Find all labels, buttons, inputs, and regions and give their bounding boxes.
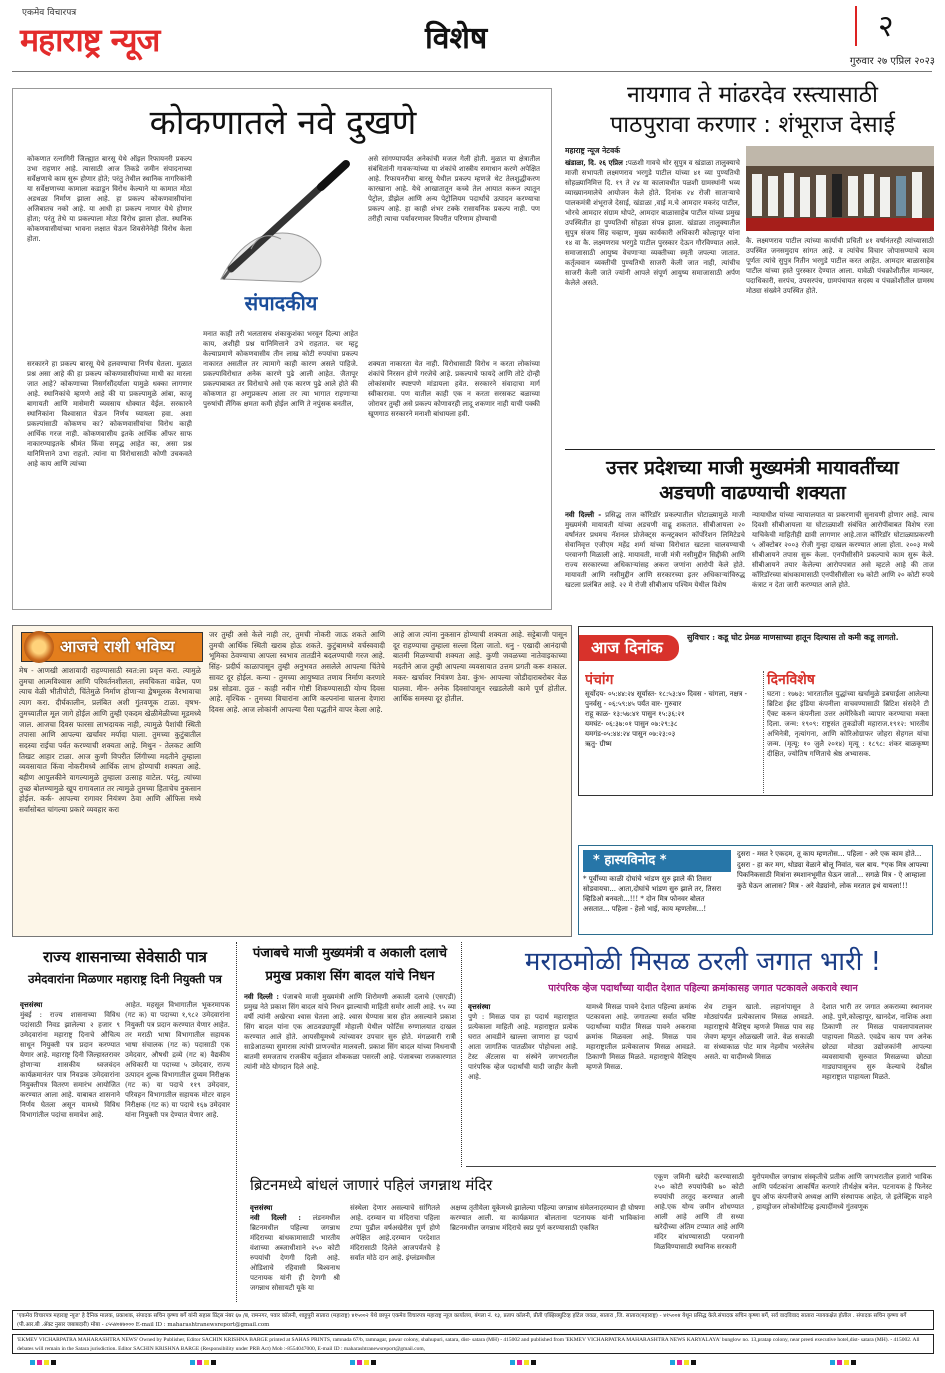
jagannath-column-5: युरोपमधील जगन्नाथ संस्कृतीचे प्रतीक आणि जगभरातील हजारो भाविक आणि पर्यटकांना आकर्षित करणारे तीर्थक्षेत्र बनेल. पटनायक हे फिनेस्ट ग्रुप ऑफ कंपनीजचे अध्यक्ष आणि संस्थापक आहेत, जे इलेक्ट्रिक वाहने , हायड्रोजन लोकोमोटिव्ह इत्यादींमध्ये गुंतवणूक bbox=[752, 1173, 932, 1211]
column-separator bbox=[461, 942, 462, 1167]
badal-headline-line-2: प्रमुख प्रकाश सिंग बादल यांचे निधन bbox=[265, 969, 435, 984]
appointment-headline-line-2: उमेदवारांना मिळणार महाराष्ट्र दिनी नियुक्ती पत्र bbox=[28, 972, 222, 986]
english-imprint-line: 'EKMEV VICHARPATRA MAHARASHTRA NEWS' Owned by Publisher, Editor SACHIN KRISHNA BARGE printed at SAHAS PRINTS, ramnada 67/b, ramnagar, pawar colony, shahupuri, satara, dist- satara (MH) - 415002 and published from 'EKMEV VICHARPATRA MAHARASHTRA NEWS KARYALAYA' bunglow no. 13,pratap colony, near preeti executive hotel,dist- satara (MH). - 415002. All debates will remain in the Satara jurisdiction. Editor SACHIN KRISHNA BARGE (Responsibility under PRB Act) Mob :-8554047000, E-mail ID : maharashtranewsreport@gmail.com, bbox=[12, 1334, 934, 1354]
editorial-badge: संपादकीय bbox=[244, 291, 318, 315]
jagannath-column-1-text: लंडनमधील ब्रिटनमधील पहिल्या जगन्नाथ मंदिराच्या बांधकामासाठी भारतीय वंशाच्या अब्जाधीशाने २५० कोटी रुपयांची देणगी दिली आहे. ओडिशाचे रहिवासी बिश्वनाथ पटनायक यांनी ही देणगी श्री जगन्नाथ सोसायटी यूके या bbox=[250, 1214, 340, 1292]
jagannath-column-3: अक्षय्य तृतीयेला यूकेमध्ये झालेल्या पहिल्या जगन्नाथ संमेलनादरम्यान ही घोषणा करण्यात आली. या कार्यक्रमात बोलताना पटनायक यांनी भाविकांना ब्रिटनमधील जगन्नाथ मंदिराचे स्वप्न पूर्ण करण्यासाठी एकत्रित bbox=[450, 1204, 645, 1232]
appointment-letters-headline bbox=[20, 946, 230, 990]
badal-dateline: नवी दिल्ली : bbox=[244, 992, 280, 1001]
horoscope-column-2: जर तुम्ही असे केले नाही तर, तुमची नोकरी जाऊ शकते आणि तुमची आर्थिक स्थिती खराब होऊ शकते. कुटुंबामध्ये वर्चस्ववादी भूमिका ठेवण्याचा आपला स्वभाव तातडीने बदलण्याची गरज आहे. सिंह- प्रदीर्घ काळापासून तुम्ही अनुभवत असलेले आपल्या चिंतेचे सावट दूर होईल. कन्या - तुमच्या आयुष्यात तणाव निर्माण करणारे प्रश्न सोडवा. तुळ - काही नवीन गोष्टी शिकण्यासाठी योग्य दिवस आहे. वृश्चिक - तुमच्या विचारांना आणि कल्पनांना चालना देणारा दिवस आहे. आज लोकांनी आपल्या पैसा पद्धतीने वापर केला आहे. bbox=[209, 630, 385, 714]
print-registration-marks bbox=[30, 1360, 56, 1365]
marathi-imprint-line: 'एकमेव विचारपत्र महाराष्ट्र न्यूज' हे दैनिक मालक, प्रकाशक, संपादक सचिन कृष्णा बर्गे यांनी सहास प्रिंट्स नंबर ६७ /ब, रामनगर, पवार कॉलनी, शाहूपुरी सातारा (महाराष्ट्र) ४१५००२ येथे छापून एकमेव विचारपत्र महाराष्ट्र न्यूज कार्यालय, बंगला नं. १३, प्रताप कॉलनी, प्रीती एक्झिक्युटिव्ह हॉटेल जवळ, सातारा ,जि. सातारा(महाराष्ट्र) - ४१५००४ येथून प्रसिद्ध केले.संपादक सचिन कृष्णा बर्गे, सर्व वादविवाद सातारा न्यायकक्षेत होतील . संपादक सचिन कृष्णा बर्गे (पी.आर.बी .ॲक्ट नुसार जबाबदारी) मोबा - ८५५४०४७००० E-mail ID : maharashtranewsreport@gmail.com bbox=[12, 1310, 934, 1330]
pen-hand-illustration bbox=[201, 154, 361, 284]
print-registration-marks bbox=[830, 1360, 856, 1365]
panchang-line: यमघंट- ०६:३७:०१ पासुन ०७:२९:३८ bbox=[585, 720, 678, 728]
section-rule bbox=[565, 449, 935, 450]
panchang-section bbox=[585, 671, 755, 793]
misal-headline: मराठमोळी मिसळ ठरली जगात भारी ! bbox=[524, 947, 882, 977]
misal-column-2: यामध्ये मिसळ पावने देशात पहिल्या क्रमांक पटकावला आहे. जगातल्या सर्वात चविष्ट पदार्थांच्या यादीत मिसळ पावने अकरावा क्रमांक मिळवला आहे. मिसळ पाव महाराष्ट्रातील प्रत्येकालाच मिसळ आवडते. ठिकाणी मिसळ मिळते. महाराष्ट्राचे वैशिष्ट्य म्हणजे मिसळ. bbox=[586, 1003, 696, 1071]
editorial-column-1: कोकणात रत्नागिरी जिल्ह्यात बारसू येथे ऑइल रिफायनरी प्रकल्प उभा राहणार आहे. त्यासाठी आज तिकडे जमीन संपादनाच्या सर्वेक्षणाचे काम सुरू होणार होते; परंतु तेथील स्थानिक नागरिकांनी या सर्वेक्षणाच्या कामाला कडाडून विरोध केल्याने या कामात मोठा अडथळा निर्माण झाला आहे. हा प्रकल्प कोकणवासीयांना अजिबातच नको आहे. या आधी हा प्रकल्प नाणार येथे होणार होता; परंतु तेथे या प्रकल्पाला मोठा विरोध झाला होता. स्थानिक कोकणवासीयांच्या भावना लक्षात घेऊन शिवसेनेनेही विरोध केला होता. bbox=[27, 155, 192, 243]
header-rule bbox=[12, 71, 932, 72]
panchang-lines bbox=[585, 689, 755, 789]
mayawati-column-1-text: प्रसिद्ध ताज कॉरिडॉर प्रकल्पातील घोटाळ्यामुळे माजी मुख्यमंत्री मायावती यांच्या अडचणी वाढू शकतात. सीबीआयला २० वर्षांनंतर प्रथमच नॅशनल प्रोजेक्ट्स कन्स्ट्रक्शन कॉर्पोरेशन लिमिटेडचे सेवानिवृत्त एजीएम महेंद्र शर्मा यांच्या विरोधात खटला चालवण्याची परवानगी मिळाली आहे. मायावती, माजी मंत्री नसीमुद्दीन सिद्दीकी आणि राज्य सरकारच्या अधिकाऱ्यांसह अकरा जणांना आरोपी केले होते. मायावती आणि नसीमुद्दीन आणि सरकारच्या इतर अधिकाऱ्यांविरुद्ध खटला प्रलंबित आहे. २२ मे रोजी सीबीआय पश्चिम येथील विशेष bbox=[565, 511, 745, 589]
print-registration-marks bbox=[670, 1360, 696, 1365]
horoscope-box bbox=[12, 625, 572, 937]
zodiac-wheel-icon bbox=[24, 631, 54, 663]
section-rule bbox=[466, 1166, 936, 1167]
today-date-box bbox=[578, 626, 933, 796]
jagannath-column-4: एकूण जमिनी खरेदी करण्यासाठी २५० कोटी रुपयांपैकी ७० कोटी रुपयांची तरतूद करण्यात आली आहे.एक योग्य जमीन शोधण्यात आली आहे आणि ती सध्या खरेदीच्या अंतिम टप्प्यात आहे आणि मंदिर बांधण्यासाठी परवानगी मिळविण्यासाठी स्थानिक सरकारी bbox=[654, 1173, 744, 1251]
crowd-silhouettes bbox=[746, 146, 934, 231]
jagannath-dateline: नवी दिल्ली : bbox=[250, 1213, 301, 1222]
mayawati-column-2: न्यायाधीश यांच्या न्यायालयात या प्रकरणाची सुनावणी होणार आहे. त्याच दिवशी सीबीआयला या घोटाळ्याशी संबंधित आरोपींबाबत विशेष रजा याचिकेची माहितीही द्यावी लागणार आहे.ताज कॉरिडॉर घोटाळ्याप्रकरणी ५ ऑक्टोबर २००३ रोजी गुन्हा दाखल करण्यात आला होता. २००३ मध्ये सीबीआयने तपास सुरू केला. एनपीसीसीने प्रकल्पाचे काम सुरू केले. सीबीआयने तयार केलेल्या आरोपपत्रात असे म्हटले आहे की ताज कॉरिडॉरच्या बांधकामासाठी एनपीसीसीला १७ कोटी आणि २० कोटी रुपये कंत्राट न देता जारी करण्यात आले होते. bbox=[752, 511, 934, 589]
editorial-headline: कोकणातले नवे दुखणे bbox=[149, 103, 417, 143]
appointment-column-2: आहेत. महसूल विभागातील भूकरमापक (गट क) या पदाच्या १,९८२ उमेदवारांना नियुक्ती पत्र प्रदान करण्यात येणार आहेत. तर मराठी भाषा विभागातील सहायक भाषा संचालक (गट क) पदासाठी एक उमेदवार, औषधी द्रव्ये (गट ब) वैद्यकीय अधिकारी या पदाच्या ५ उमेदवार, राज्य उत्पादन शुल्क विभागातील दुय्यम निरीक्षक (गट क) या पदाचे ११९ उमेदवार, परिवहन विभागातील सहायक मोटर वाहन निरीक्षक (गट क) या पदाचे १६७ उमेदवार यांना नियुक्ती पत्र देण्यात येणार आहे. bbox=[125, 1001, 230, 1119]
page-number: २ bbox=[878, 9, 894, 44]
page-number-divider bbox=[855, 6, 857, 46]
misal-column-1 bbox=[468, 1002, 578, 1162]
panchang-title: पंचांग bbox=[585, 672, 614, 688]
print-registration-marks bbox=[510, 1360, 536, 1365]
misal-subheadline: पारंपरिक व्हेज पदार्थांच्या यादीत देशात पहिल्या क्रमांकासह जगात पटकावले अकरावे स्थान bbox=[548, 983, 858, 994]
naygav-headline bbox=[565, 80, 940, 140]
mayawati-headline-line-1: उत्तर प्रदेशच्या माजी मुख्यमंत्री मायावतींच्या bbox=[606, 457, 899, 479]
print-registration-marks bbox=[350, 1360, 376, 1365]
appointment-headline-line-1: राज्य शासनाच्या सेवेसाठी पात्र bbox=[43, 948, 207, 966]
mayawati-headline-line-2: अडचणी वाढण्याची शक्यता bbox=[659, 482, 846, 504]
appointment-byline: वृत्तसंस्था bbox=[20, 1000, 43, 1009]
today-date-title: आज दिनांक bbox=[591, 638, 663, 657]
mayawati-column-1 bbox=[565, 510, 745, 610]
jokes-header bbox=[583, 850, 731, 872]
jokes-right: दुसरा - मस्त रे एकदम, तू काय म्हणतोस... पहिला - अरे एक काम होते... दुसरा - हा कर मग, थोड्या वेळाने बोलू निवांत, चल बाय. *एक मित्र आपल्या पिकनिकसाठी मित्रांना स्मशानभूमीत घेऊन जातो... सगळे मित्र - ऐ आम्हाला कुठे घेऊन आलास? मित्र - अरे वेड्यांनो, लोक मरतात इथं यायला!!! bbox=[737, 850, 929, 890]
appointment-column-1 bbox=[20, 1000, 120, 1300]
badal-body-text: पंजाबचे माजी मुख्यमंत्री आणि शिरोमणी अकाली दलाचे (एसएडी) प्रमुख नेते प्रकाश सिंग बादल यांचे निधन झाल्याची माहिती समोर आली आहे. ९५ व्या वर्षी त्यांनी अखेरचा श्वास घेतला आहे. श्वास घेण्यास त्रास होत असल्याने प्रकाश सिंग बादल यांना एक आठवड्यापूर्वी मोहाली येथील फोर्टिस रुग्णालयात दाखल करण्यात आले होते. आयसीयूमध्ये त्यांच्यावर उपचार सुरु होते. मंगळवारी रात्री साडेआठच्या सुमारास त्यांची प्राणज्योत मालवली. प्रकाश सिंग बादल यांच्या निधनाची बातमी समजताच राजकीय वर्तुळात शोककळा पसरली आहे. पंजाबच्या राजकारणात त्यांनी मोठे योगदान दिले आहे. bbox=[244, 993, 456, 1071]
column-separator bbox=[236, 942, 237, 1302]
horoscope-column-3: आहे आज त्यांना नुकसान होण्याची शक्यता आहे. सट्टेबाजी पासून दूर राहण्याचा तुम्हाला सल्ला दिला जातो. धनु - एखादी आनंदाची बातमी मिळण्याची शक्यता आहे. कुणी जवळच्या नातेवाइकाच्या मदतीने आज तुम्ही आपल्या व्यवसायात उत्तम प्रगती करू शकाल. मकर- खर्चावर नियंत्रण ठेवा. कुंभ- आपल्या जोडीदाराबरोबर वेळ घालवा. मीन- अनेक दिवसांपासून रखडलेली कामे पूर्ण होतील. आर्थिक समस्या दूर होतील. bbox=[393, 630, 567, 704]
masthead-tagline: एकमेव विचारपत्र bbox=[22, 8, 77, 18]
ceremony-photo bbox=[746, 146, 934, 231]
editorial-column-2: मनात काही तरी भलतासच शंकाकुशंका भरवून दिल्या आहेत काय, अशीही प्रश्न यानिमित्ताने उभे राहतात. चर म्हटू केल्याप्रमाणे कोकणवासीय तीन लाख कोटी रुपयांचा प्रकल्प नाकारत असतील तर त्यामागे काही कारण असले पाहिजे. प्रकल्पाविरोधात अनेक कारणे पुढे आली आहेत. जैतापूर प्रकल्पाबाबत तर विरोधाचे असे एक कारण पुढे आले होते की कोकणात हा अणुप्रकल्प आला तर त्या भागात राहणाऱ्या पुरुषांची लैंगिक क्षमता कमी होईल आणि ते नपुंसक बनतील, bbox=[203, 330, 358, 408]
naygav-byline: महाराष्ट्र न्यूज नेटवर्क bbox=[565, 146, 621, 155]
editorial-article bbox=[12, 88, 552, 610]
misal-column-1-text: पुणे : मिसळ पाव हा पदार्थ महाराष्ट्रात प्रत्येकाला माहिती आहे. महाराष्ट्रात प्रत्येक घरात आवडीने खाल्ला जाणारा हा पदार्थ आता जागतिक पातळीवर पोहोचला आहे. टेस्ट ॲटलास या संस्थेने जगभरातील पारंपरिक व्हेज पदार्थांची यादी जाहीर केली आहे. bbox=[468, 1013, 578, 1081]
jagannath-byline: वृत्तसंस्था bbox=[250, 1203, 273, 1212]
panchang-line: ऋतु- ग्रीष्म bbox=[585, 740, 612, 748]
thought-of-day: सुविचार : कडू घोट प्रेमळ माणसाच्या हातून दिल्यास तो कमी कडू लागतो. bbox=[687, 632, 899, 642]
jokes-box bbox=[578, 845, 933, 935]
editorial-column-1-lower: सरकारने हा प्रकल्प बारसू येथे हलवण्याचा निर्णय घेतला. मुळात प्रश्न असा आहे की हा प्रकल्प कोकणवासीयांच्या माथी का मारला जात आहे? कोकणाच्या निसर्गसौंदर्याला यामुळे धक्का लागणार आहे. स्थानिकांचे म्हणणे आहे की या प्रकल्पामुळे आंबा, काजू बागायती आणि मासेमारी व्यवसाय धोक्यात येईल. सरकारने स्थानिकांना विश्वासात घेऊन निर्णय घ्यायला हवा. अशा प्रकल्पांसाठी कोकणच का? कोकणवासीयांचा विरोध काही आर्थिक गरज नाही. कोकणवासीय इतके आर्थिक ऑफर साफ नाकारण्याइतके श्रीमंत किंवा समृद्ध आहेत का, असा प्रश्न यानिमित्ताने उभा राहतो. त्यांना या विरोधासाठी कोणी उचकवते आहे काय आणि त्यांच्या bbox=[27, 360, 192, 468]
horoscope-header bbox=[21, 632, 203, 662]
editorial-column-3: असे सांगण्यापर्यंत अनेकांची मजल गेली होती. मुळात या क्षेत्रातील संबंधितांनी गावकऱ्यांच्या या शंकांचे शास्त्रीय समाधान करणे अपेक्षित आहे. रिफायनरीचा बारसू येथील प्रकल्प म्हणजे थेट तेलशुद्धीकरण कारखाना आहे. येथे आखातातून कच्चे तेल आयात करून त्यातून पेट्रोल, डीझेल आणि अन्य पेट्रोलियम पदार्थांचे उत्पादन करण्याचा प्रकल्प आहे. हा काही शंभर टक्के रासायनिक प्रकल्प नाही. पण तरीही त्याचा पर्यावरणावर विपरीत परिणाम होण्याची bbox=[368, 155, 540, 223]
misal-byline: वृत्तसंस्था bbox=[468, 1002, 491, 1011]
badal-body bbox=[244, 992, 456, 1162]
panchang-line: यमगंड-०५:४४:२४ पासुन ०७:२३:०३ bbox=[585, 730, 676, 738]
horoscope-title: आजचे राशी भविष्य bbox=[60, 637, 175, 656]
badal-headline bbox=[244, 942, 456, 988]
panchang-line: राहू काळ- १३:५७:४१ पासुन १५:३६:२१ bbox=[585, 710, 685, 718]
mayawati-headline bbox=[565, 456, 940, 506]
newspaper-logo: महाराष्ट्र न्यूज bbox=[20, 21, 160, 59]
dinvishesh-section bbox=[763, 671, 929, 793]
dinvishesh-text: घटना : १७७३: भारतातील युद्धांच्या खर्चामुळे डबघाईला आलेल्या ब्रिटिश ईस्ट इंडिया कंपनीला वाचवण्यासाठी ब्रिटिश संसदेने टी ऍक्ट करून कंपनीला उत्तर अमेरिकेशी व्यापार करण्याचा मक्ता दिला. जन्म: १९०९: राष्ट्रसंत तुकडोजी महाराज.१९१२: भारतीय अभिनेत्री, नृत्यांगना, आणि कोरिओग्राफर जोहरा सेहगल यांचा जन्म. (मृत्यू: १० जुलै २०१४) मृत्यू : १८९८: शंकर बाळकृष्ण दीक्षित, ज्योतिष गणिताचे श्रेष्ठ अभ्यासक. bbox=[767, 690, 929, 758]
jagannath-column-1 bbox=[250, 1203, 340, 1305]
naygav-headline-line-1: नायगाव ते मांढरदेव रस्त्यासाठी bbox=[626, 82, 878, 108]
naygav-headline-line-2: पाठपुरावा करणार : शंभूराज देसाई bbox=[610, 112, 895, 138]
appointment-column-1-text: मुंबई : राज्य शासनाच्या विविध पदांसाठी निवड झालेल्या २ हजार ९ उमेदवारांना महाराष्ट्र दिनाचे औचित्य साधून नियुक्ती पत्र प्रदान करण्यात येणार आहे. महाराष्ट्र दिनी जिल्हास्तरावर होणाऱ्या शासकीय ध्वजवंदन कार्यक्रमानंतर पात्र निवडक उमेदवारांना नियुक्तीपत्र वितरण समारंभ आयोजित करण्यात आला आहे. याबाबत शासनाने निर्णय घेतला असून यामध्ये विविध विभागांतील पदांचा समावेश आहे. bbox=[20, 1011, 120, 1119]
dinvishesh-title: दिनविशेष bbox=[767, 672, 815, 688]
editorial-column-3-lower: शक्यता नाकारता येत नाही. विरोधासाठी विरोध न करता लोकांच्या शंकांचे निरसन होणे गरजेचे आहे. प्रकल्पाचे फायदे आणि तोटे दोन्ही लोकांसमोर स्पष्टपणे मांडायला हवेत. सरकारने संवादाचा मार्ग स्वीकारावा. पण यातील काही एक न करता सरसकट बळाच्या जोरावर तुम्ही असे प्रकल्प कोणावरही लादू शकणार नाही याची पक्की खूणगाठ सरकारने मनाशी बांधायला हवी. bbox=[368, 360, 540, 418]
jokes-title: * हास्यविनोद * bbox=[593, 853, 667, 868]
print-registration-marks bbox=[190, 1360, 216, 1365]
panchang-line: सूर्योदय- ०५:४४:२४ सूर्यास्त- १८:५३:४० दिवस - चांगला, नक्षत्र - पुनर्वसु - ०६:५९:४५ पर्यंत वार- गुरुवार bbox=[585, 690, 747, 708]
naygav-body bbox=[565, 158, 740, 443]
jokes-left: * पूर्वीच्या काळी दोघांचे भांडण सुरु झाले की तिसरा सोडवायचा... आता,दोघांचे भांडण सुरु झाले तर, तिसरा व्हिडिओ बनवतो...!!! * दोन मित्र फोनवर बोलत असतात... पहिला - हेलो भाई, काय म्हणतोस...! bbox=[583, 875, 722, 913]
misal-column-4: देशात भारी तर जगात अकराव्या स्थानावर आहे. पुणे,कोल्हापूर, खानदेश, नाशिक अशा ठिकाणी तर मिसळ पावलापावलावर पाहायला मिळते. एवढेच काय पण अनेक छोट्या मोठ्या उद्योजकांनी आपल्या व्यवसायाची सुरुवात मिसळच्या छोट्या गाड्यापासूनच सुरु केल्याचे देखील महाराष्ट्रात पाहायला मिळते. bbox=[822, 1003, 932, 1081]
badal-headline-line-1: पंजाबचे माजी मुख्यमंत्री व अकाली दलाचे bbox=[252, 946, 448, 961]
naygav-body-text: पळशी गावचे थोर सुपुत्र व खंडाळा तालुक्याचे माजी सभापती लक्ष्मणराव भरगुडे पाटील यांच्या ४१ व्या पुण्यतिथी सोहळ्यानिमित्त दि. १९ ते २४ या कालावधीत पळशी ग्रामस्थांनी भव्य व्याख्यानमालेचे आयोजन केले होते. दिनांक २४ रोजी साताऱ्याचे पालकमंत्री शंभूराजे देसाई, खंडाळा ,वाई म.चे आमदार मकरंद पाटील, भोरचे आमदार संग्राम थोपटे, आमदार बाळासाहेब पाटील यांच्या प्रमुख उपस्थितीत हा पुण्यतिथी सोहळा संपन्न झाला. खंडाळा तालुक्यातील सुपुत्र संजय सिंह चव्हाण, मुख्य कार्यकारी अधिकारी कोल्हापूर यांना १४ वा कै. लक्ष्मणराव भरगुडे पाटील पुरस्कार देऊन गौरविण्यात आले. समाजासाठी आयुष्य वेचणाऱ्या व्यक्तीच्या स्मृती जपल्या जातात. कर्तृत्ववान व्यक्तीची पुण्यतिथी साजरी केली जात नाही, त्यांचीच साजरी केली जाते ज्यांनी आपले संपूर्ण आयुष्य समाजासाठी अर्पण केलेले असते. bbox=[565, 159, 740, 287]
mayawati-dateline: नवी दिल्ली - bbox=[565, 510, 602, 519]
issue-date: गुरुवार २७ एप्रिल २०२३ bbox=[849, 56, 935, 67]
horoscope-column-1: मेष - आणखी आशावादी राहण्यासाठी स्वत:ला प्रवृत्त करा. त्यामुळे तुमचा आत्मविश्वास आणि परिवर्तनशीलता, लवचिकता वाढेल, पण त्याच वेळी भीतीपोटी, चिंतेमुळे निर्माण होणाऱ्या द्वेषमूलक वैरभावाचा त्याग करा. दीर्घकालीन, प्रलंबित अशी गुंतवणूक टाळा. वृषभ- तुमच्यातील मूल जागे होईल आणि तुम्ही एकदम खेळीमेळीच्या मूडमध्ये जाल. आजचा दिवस फारसा लाभदायक नाही, त्यामुळे पैशांची स्थिती तपासा आणि आपल्या खर्चांवर मर्यादा घाला. तुमच्या कुटुंबातील सदस्या राईचा पर्वत करण्याची शक्यता आहे. मिथुन - तेलकट आणि तिखट आहार टाळा. आज कुणी विपरीत लिंगीच्या मदतीने तुम्हाला व्यवसायात किंवा नोकरीमध्ये आर्थिक लाभ होण्याची शक्यता आहे. बहीण आपुलकीने वागल्यामुळे तुम्हाला उत्साह वाटेल. परंतु, त्यांच्या तुच्छ बोलण्यामुळे खूप रागावलात तर त्यामुळे तुमच्या हिताचेच नुकसान होईल. कर्क- आपल्या रागावर नियंत्रण ठेवा आणि ऑफिस मध्ये सर्वांसोबत चांगल्या प्रकारे व्यवहार करा bbox=[19, 666, 201, 815]
misal-column-3: शेव टाकून खातो. लहानांपासून ते मोठ्यांपर्यंत प्रत्येकालाच मिसळ आवडते. महाराष्ट्राचे वैशिष्ट्य म्हणजे मिसळ पाव सह जेवण म्हणून ओळखली जाते. वेळ सकाळी वा संध्याकाळ पोट मात्र नेहमीच भरलेलेच असते. या यादीमध्ये मिसळ bbox=[704, 1003, 814, 1061]
naygav-dateline: खंडाळा, दि. २६ एप्रिल : bbox=[565, 158, 628, 167]
photo-caption: कै. लक्ष्मणराव पाटील त्यांच्या कार्याची प्रचिती ४१ वर्षानंतरही त्यांच्यासाठी उपस्थित जनसमुदाय सांगत आहे. व त्यांचेच विचार जोपासण्याचे काम पूर्णतः त्यांचे सुपुत्र नितीन भरगुडे पाटील करत आहेत. आमदार बाळासाहेब पाटील यांच्या हस्ते पुरस्कार देण्यात आला. यावेळी पंचक्रोशीतील मान्यवर, पदाधिकारी, सरपंच, उपसरपंच, ग्रामपंचायत सदस्य व पंचक्रोशीतील ग्रामस्थ मोठ्या संख्येने उपस्थित होते. bbox=[746, 237, 934, 295]
section-title: विशेष bbox=[425, 21, 488, 56]
jagannath-column-2: संस्थेला देणार असल्याचे सांगितले आहे. दरम्यान या मंदिराचा पहिला टप्पा पुढील वर्षअखेरीस पूर्ण होणे अपेक्षित आहे.दरम्यान परदेशात मंदिरासाठी दिलेले आजपर्यंतचे हे सर्वात मोठे दान आहे. इंग्लंडमधील bbox=[350, 1204, 440, 1262]
jagannath-headline: ब्रिटनमध्ये बांधलं जाणारं पहिलं जगन्नाथ मंदिर bbox=[250, 1176, 493, 1194]
today-date-header bbox=[579, 635, 679, 661]
